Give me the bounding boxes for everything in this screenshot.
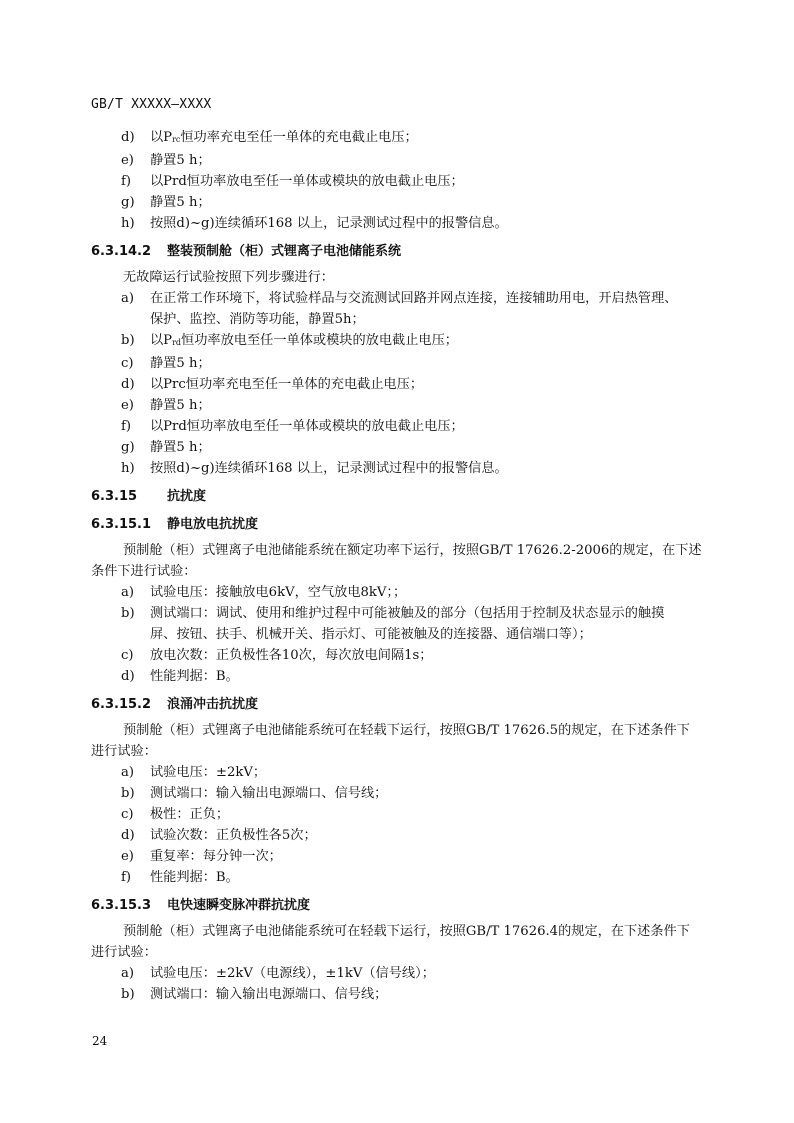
list-item <box>91 825 721 846</box>
list-item <box>91 127 721 150</box>
list-marker: h) <box>121 461 135 476</box>
page-number: 24 <box>92 1034 108 1048</box>
section-heading <box>91 486 721 507</box>
section-heading <box>91 895 721 916</box>
paragraph: 预制舱（柜）式锂离子电池储能系统在额定功率下运行，按照GB/T 17626.2-2006的规定，在下述 <box>123 543 702 558</box>
list-marker: c) <box>121 807 134 822</box>
list-marker: a) <box>121 291 135 306</box>
list-text: 静置5 h； <box>150 153 211 168</box>
list-item <box>91 582 721 603</box>
list-item <box>91 458 721 479</box>
list-text: 测试端口：输入输出电源端口、信号线； <box>150 786 388 801</box>
list-item <box>91 846 721 867</box>
list-continuation <box>91 127 721 234</box>
list-marker: e) <box>121 849 134 864</box>
section-number: 6.3.15.2 <box>91 697 152 712</box>
list-text: 以Prd恒功率放电至任一单体或模块的放电截止电压； <box>150 174 464 189</box>
list-text-continuation: 保护、监控、消防等功能，静置5h； <box>150 312 365 327</box>
paragraph: 预制舱（柜）式锂离子电池储能系统可在轻载下运行，按照GB/T 17626.4的规定，在下述条件下 <box>123 924 690 939</box>
list-text-continuation: 屏、按钮、扶手、机械开关、指示灯、可能被触及的连接器、通信端口等）； <box>150 627 592 642</box>
list-marker: d) <box>121 130 135 145</box>
list-item <box>91 192 721 213</box>
list-marker: b) <box>121 606 135 621</box>
list-text: 性能判据：B。 <box>150 669 239 684</box>
section-number: 6.3.15.3 <box>91 898 152 913</box>
list-item <box>91 437 721 458</box>
list-item <box>91 395 721 416</box>
list-text: 以Prc恒功率充电至任一单体的充电截止电压； <box>150 377 424 392</box>
list-text: 试验电压：±2kV； <box>150 765 267 780</box>
paragraph-continuation: 进行试验： <box>91 744 157 759</box>
list-item <box>91 374 721 395</box>
list-item <box>91 963 721 984</box>
section-heading <box>91 514 721 535</box>
list-text: 按照d)~g)连续循环168 以上，记录测试过程中的报警信息。 <box>150 461 508 476</box>
paragraph: 无故障运行试验按照下列步骤进行： <box>123 270 334 285</box>
section-number: 6.3.15 <box>91 489 138 504</box>
section-title: 静电放电抗扰度 <box>167 517 259 532</box>
list-item <box>91 762 721 783</box>
list-marker: a) <box>121 585 135 600</box>
paragraph-continuation: 进行试验： <box>91 945 157 960</box>
list-marker: d) <box>121 828 135 843</box>
list-text: 按照d)~g)连续循环168 以上，记录测试过程中的报警信息。 <box>150 216 508 231</box>
list-item <box>91 416 721 437</box>
list-item <box>91 645 721 666</box>
section-heading <box>91 694 721 715</box>
list-marker: e) <box>121 153 134 168</box>
list-item <box>91 288 721 309</box>
list-marker: d) <box>121 669 135 684</box>
list-text: 静置5 h； <box>150 356 211 371</box>
list-item <box>91 330 721 353</box>
list-text: 测试端口：调试、使用和维护过程中可能被触及的部分（包括用于控制及状态显示的触摸 <box>150 606 665 621</box>
list-text: 静置5 h； <box>150 398 211 413</box>
list-item <box>91 984 721 1005</box>
list-item <box>91 666 721 687</box>
list-text: 性能判据：B。 <box>150 870 239 885</box>
list-text: 极性：正负； <box>150 807 230 822</box>
list-text: 试验电压：±2kV（电源线），±1kV（信号线）； <box>150 966 435 981</box>
list-marker: g) <box>121 195 135 210</box>
list-marker: g) <box>121 440 135 455</box>
section-title: 浪涌冲击抗扰度 <box>167 697 259 712</box>
list-item <box>91 603 721 624</box>
list-item <box>91 171 721 192</box>
list-marker: f) <box>121 174 132 189</box>
list-item <box>91 804 721 825</box>
list-text: 以Prc恒功率充电至任一单体的充电截止电压； <box>150 130 418 145</box>
list-marker: f) <box>121 870 132 885</box>
list-text: 试验电压：接触放电6kV，空气放电8kV；； <box>150 585 407 600</box>
list-item <box>91 783 721 804</box>
list-marker: c) <box>121 356 134 371</box>
list-text: 重复率：每分钟一次； <box>150 849 282 864</box>
paragraph-continuation: 条件下进行试验： <box>91 564 197 579</box>
document-code-header: GB/T XXXXX—XXXX <box>91 97 212 112</box>
list-marker: d) <box>121 377 135 392</box>
section-title: 电快速瞬变脉冲群抗扰度 <box>167 898 311 913</box>
list-text: 以Prd恒功率放电至任一单体或模块的放电截止电压； <box>150 333 458 348</box>
list-item <box>91 150 721 171</box>
list-item <box>91 867 721 888</box>
list-marker: b) <box>121 333 135 348</box>
document-body <box>91 127 721 1005</box>
list-marker: b) <box>121 987 135 1002</box>
list-marker: a) <box>121 765 135 780</box>
section-number: 6.3.14.2 <box>91 244 152 259</box>
list-marker: h) <box>121 216 135 231</box>
list-marker: f) <box>121 419 132 434</box>
list-marker: b) <box>121 786 135 801</box>
list-marker: c) <box>121 648 134 663</box>
section-title: 整装预制舱（柜）式锂离子电池储能系统 <box>167 244 402 259</box>
list-text: 试验次数：正负极性各5次； <box>150 828 317 843</box>
list-text: 放电次数：正负极性各10次，每次放电间隔1s； <box>150 648 433 663</box>
section-title: 抗扰度 <box>167 489 207 504</box>
paragraph: 预制舱（柜）式锂离子电池储能系统可在轻载下运行，按照GB/T 17626.5的规定，在下述条件下 <box>123 723 690 738</box>
list-text: 测试端口：输入输出电源端口、信号线； <box>150 987 388 1002</box>
list-item <box>91 353 721 374</box>
list-text: 静置5 h； <box>150 195 211 210</box>
list-item <box>91 213 721 234</box>
section-heading <box>91 241 721 262</box>
list-marker: e) <box>121 398 134 413</box>
section-number: 6.3.15.1 <box>91 517 152 532</box>
list-text: 以Prd恒功率放电至任一单体或模块的放电截止电压； <box>150 419 464 434</box>
list-text: 静置5 h； <box>150 440 211 455</box>
list-text: 在正常工作环境下，将试验样品与交流测试回路并网点连接，连接辅助用电，开启热管理、 <box>150 291 678 306</box>
list-marker: a) <box>121 966 135 981</box>
